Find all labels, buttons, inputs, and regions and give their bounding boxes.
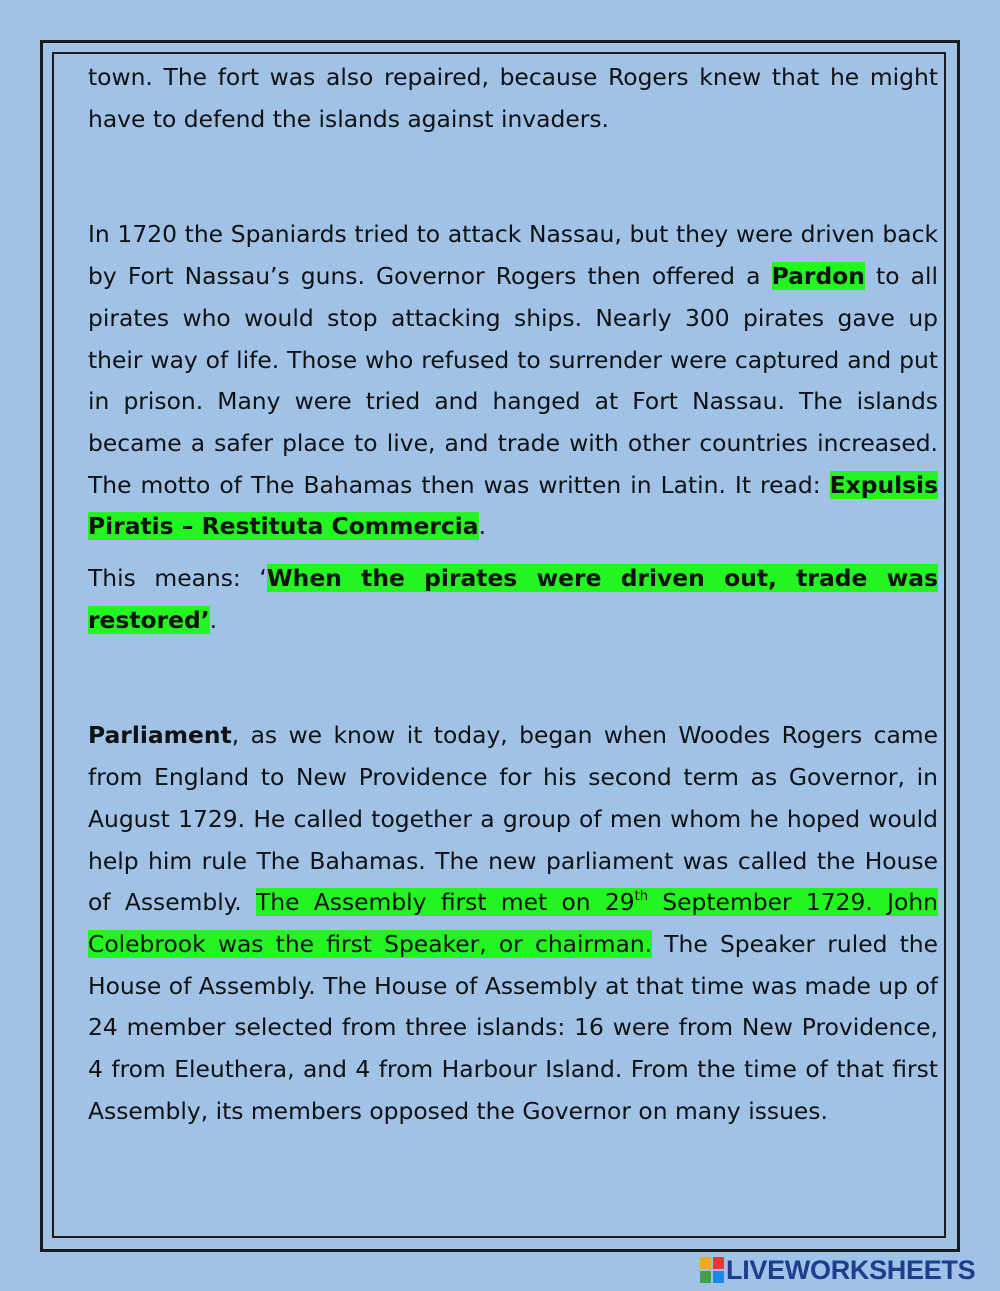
highlight-pardon: Pardon: [771, 262, 865, 291]
parliament-text-2: The Speaker ruled the House of Assembly. The House of Assembly at that time was made up of 24 member selected from three islands: 16 were from New Providence, 4 from Eleuthera, and 4 from Harbour Island. From the time of that first Assembly, its members opposed the Governor on many issues.: [88, 929, 939, 1125]
paragraph-fort-text: town. The fort was also repaired, because Rogers knew that he might have to defend the islands against invaders.: [88, 63, 938, 133]
assembly-speaker-text: September 1729. John Colebrook was the first Speaker, or chairman.: [88, 888, 938, 958]
worksheet-text: [88, 57, 938, 1132]
liveworksheets-logo: [700, 1256, 975, 1284]
paragraph-pardon: [88, 214, 938, 548]
ordinal-suffix: th: [634, 889, 648, 905]
liveworksheets-logo-icon: [700, 1257, 724, 1283]
paragraph-parliament: [88, 715, 938, 1132]
assembly-date-text: The Assembly first met on 29: [255, 888, 635, 917]
paragraph-spacer: [88, 140, 938, 214]
paragraph-motto-meaning: [88, 558, 938, 641]
liveworksheets-wordmark: LIVEWORKSHEETS: [726, 1254, 976, 1285]
pardon-text-3: .: [478, 512, 487, 541]
paragraph-spacer: [88, 548, 938, 558]
parliament-text-1: , as we know it today, began when Woodes Rogers came from England to New Providence for his second term as Governor, in August 1729. He called together a group of men whom he hoped would help him rule The Bahamas. The new parliament was called the House of Assembly.: [88, 721, 938, 917]
pardon-text-2: to all pirates who would stop attacking ships. Nearly 300 pirates gave up their way of life. Those who refused to surrender were captured and put in prison. Many were tried and hanged at Fort Nassau. The islands became a safer place to live, and trade with other countries increased. The motto of The Bahamas then was written in Latin. It read:: [88, 262, 939, 499]
term-parliament: Parliament: [88, 721, 232, 750]
highlight-motto-meaning: When the pirates were driven out, trade was restored’: [88, 564, 938, 634]
meaning-text-1: This means: ‘: [88, 564, 267, 593]
highlight-latin-motto: Expulsis Piratis – Restituta Commercia: [88, 470, 938, 541]
paragraph-fort: [88, 57, 938, 140]
paragraph-spacer: [88, 641, 938, 715]
meaning-text-2: .: [209, 605, 218, 634]
pardon-text-1: In 1720 the Spaniards tried to attack Nassau, but they were driven back by Fort Nassau’s guns. Governor Rogers then offered a: [88, 220, 938, 291]
